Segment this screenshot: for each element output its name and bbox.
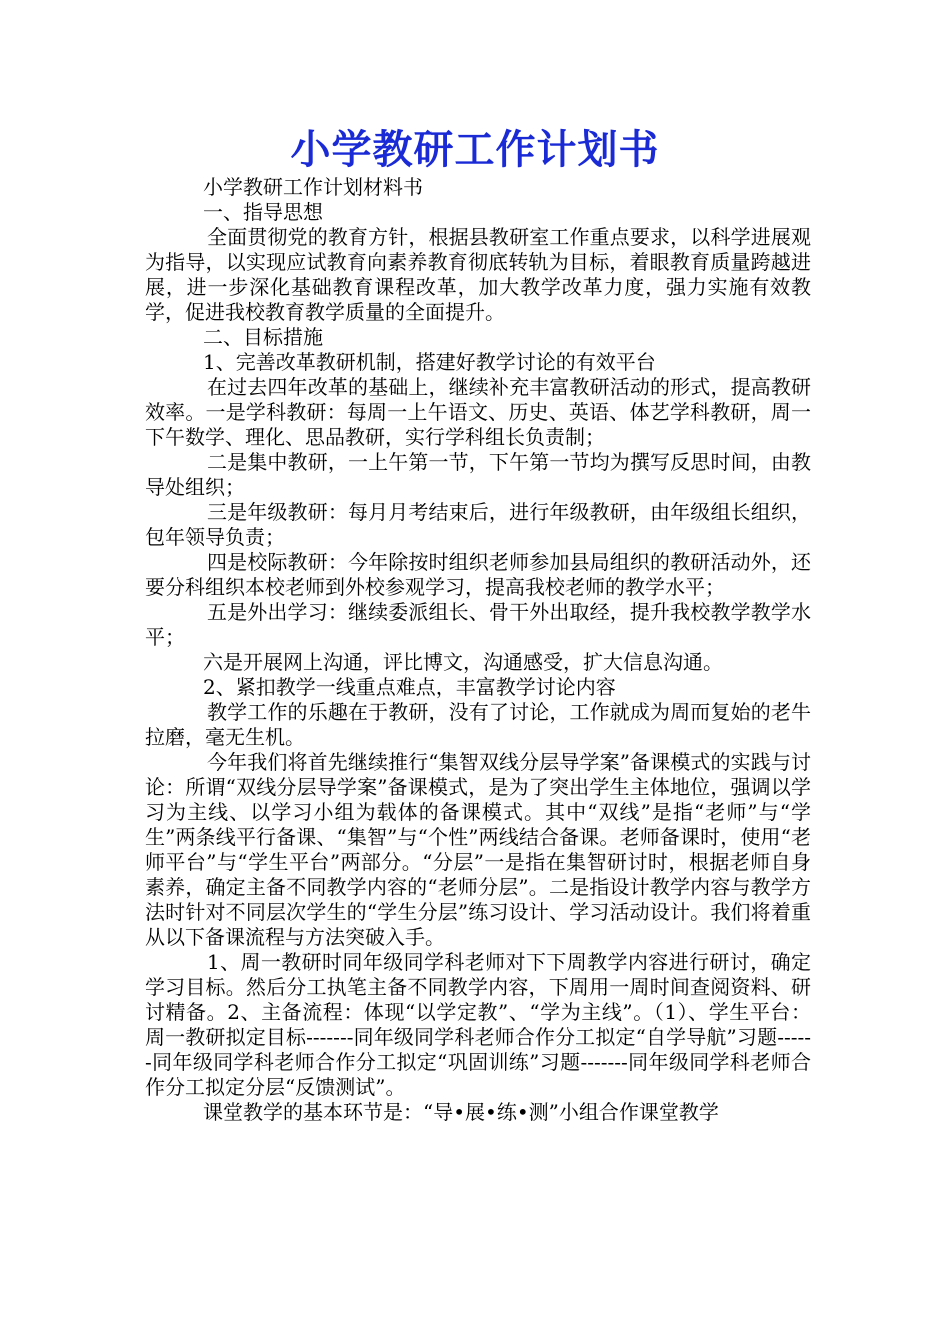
paragraph: 二是集中教研，一上午第一节，下午第一节均为撰写反思时间，由教导处组织； [145, 450, 811, 499]
subheading: 1、完善改革教研机制，搭建好教学讨论的有效平台 [203, 350, 656, 374]
document-body [145, 175, 811, 1125]
heading-goals-measures: 二、目标措施 [203, 325, 323, 349]
paragraph: 四是校际教研：今年除按时组织老师参加县局组织的教研活动外，还要分科组织本校老师到外校参观学习，提高我校老师的教学水平； [145, 550, 811, 599]
paragraph: 教学工作的乐趣在于教研，没有了讨论，工作就成为周而复始的老牛拉磨，毫无生机。 [145, 700, 811, 749]
paragraph: 六是开展网上沟通，评比博文，沟通感受，扩大信息沟通。 [203, 650, 723, 674]
paragraph: 今年我们将首先继续推行“集智双线分层导学案”备课模式的实践与讨论：所谓“双线分层导学案”备课模式，是为了突出学生主体地位，强调以学习为主线、以学习小组为载体的备课模式。其中“双线”是指“老师”与“学生”两条线平行备课、“集智”与“个性”两线结合备课。老师备课时，使用“老师平台”与“学生平台”两部分。“分层”一是指在集智研讨时，根据老师自身素养，确定主备不同教学内容的“老师分层”。二是指设计教学内容与教学方法时针对不同层次学生的“学生分层”练习设计、学习活动设计。我们将着重从以下备课流程与方法突破入手。 [145, 750, 811, 949]
paragraph: 课堂教学的基本环节是：“导•展•练•测”小组合作课堂教学 [203, 1100, 719, 1124]
paragraph: 三是年级教研：每月月考结束后，进行年级教研，由年级组长组织，包年领导负责； [145, 500, 811, 549]
heading-guiding-ideology: 一、指导思想 [203, 200, 323, 224]
paragraph: 五是外出学习：继续委派组长、骨干外出取经，提升我校教学教学水平； [145, 600, 811, 649]
document-title: 小学教研工作计划书 [290, 126, 660, 173]
paragraph-subtitle: 小学教研工作计划材料书 [203, 175, 423, 199]
subheading: 2、紧扣教学一线重点难点，丰富教学讨论内容 [203, 675, 616, 699]
paragraph: 在过去四年改革的基础上，继续补充丰富教研活动的形式，提高教研效率。一是学科教研：每周一上午语文、历史、英语、体艺学科教研，周一下午数学、理化、思品教研，实行学科组长负责制； [145, 375, 811, 449]
paragraph: 1、周一教研时同年级同学科老师对下下周教学内容进行研讨，确定学习目标。然后分工执笔主备不同教学内容，下周用一周时间查阅资料、研讨精备。2、主备流程：体现“以学定教”、“学为主线”。（1）、学生平台：周一教研拟定目标-------同年级同学科老师合作分工拟定“自学导航”习题------同年级同学科老师合作分工拟定“巩固训练”习题-------同年级同学科老师合作分工拟定分层“反馈测试”。 [145, 950, 811, 1099]
paragraph: 全面贯彻党的教育方针，根据县教研室工作重点要求，以科学进展观为指导，以实现应试教育向素养教育彻底转轨为目标，着眼教育质量跨越进展，进一步深化基础教育课程改革，加大教学改革力度，强力实施有效教学，促进我校教育教学质量的全面提升。 [145, 225, 811, 324]
